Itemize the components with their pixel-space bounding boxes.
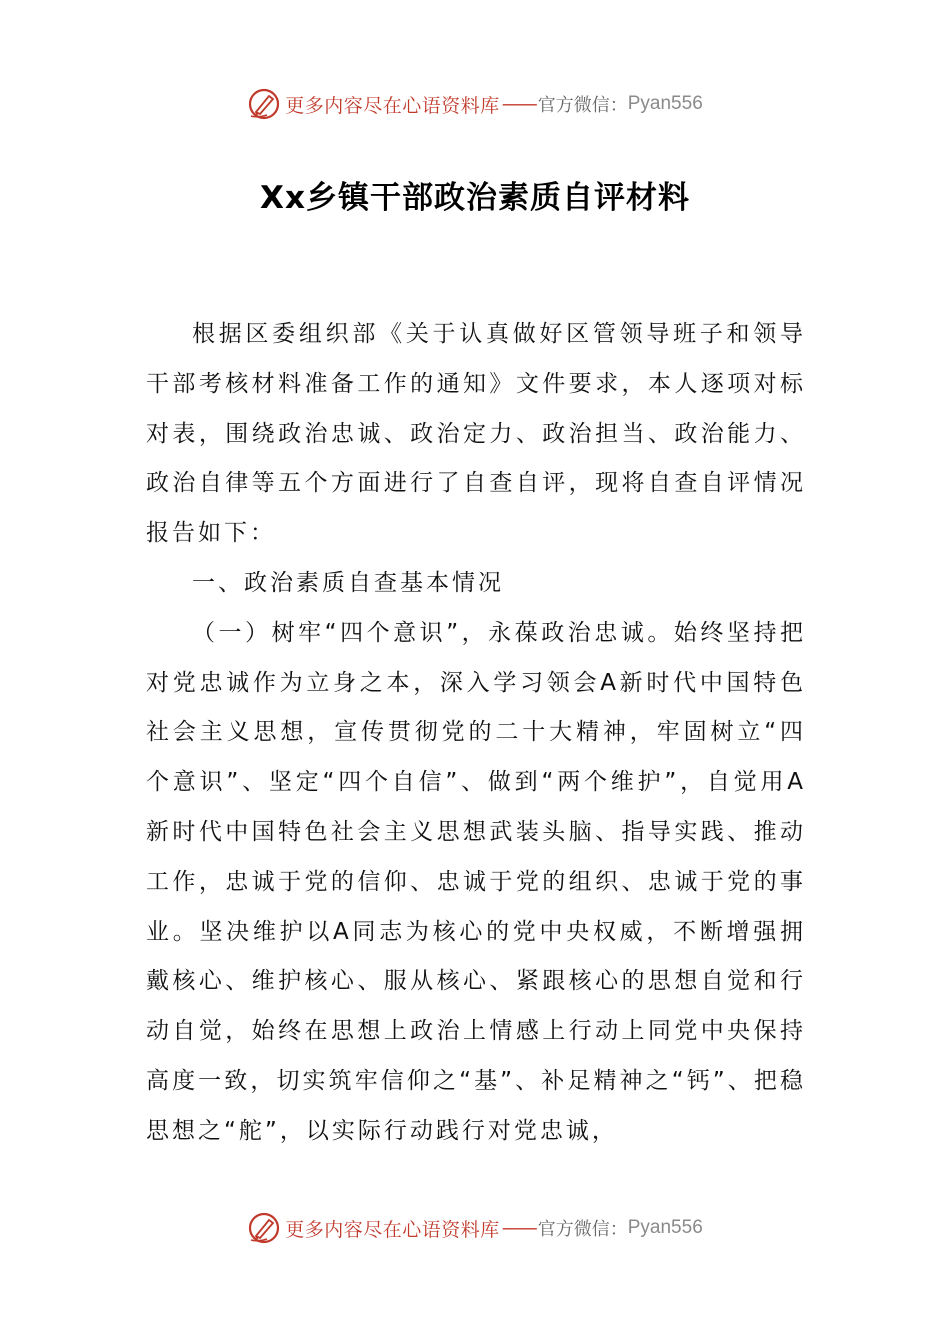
- paragraph-intro: 根据区委组织部《关于认真做好区管领导班子和领导干部考核材料准备工作的通知》文件要求，本人逐项对标对表，围绕政治忠诚、政治定力、政治担当、政治能力、政治自律等五个方面进行了自查自评，现将自查自评情况报告如下：: [146, 321, 806, 547]
- pen-logo-icon: [247, 1211, 281, 1245]
- watermark-wechat-label: 官方微信：: [537, 1219, 628, 1240]
- watermark-site-text: 更多内容尽在心语资料库: [285, 1218, 500, 1241]
- watermark-dash: ——: [501, 1217, 536, 1239]
- watermark-wechat-id: Pyan556: [627, 1217, 703, 1238]
- header-watermark: [0, 84, 950, 124]
- section-heading: 一、政治素质自查基本情况: [192, 569, 504, 596]
- footer-watermark: [0, 1208, 950, 1248]
- watermark-dash: ——: [501, 93, 536, 115]
- pen-logo-icon: [247, 87, 281, 121]
- watermark-wechat-id: Pyan556: [627, 93, 703, 114]
- document-body: [146, 310, 806, 1157]
- document-title: Xx乡镇干部政治素质自评材料: [260, 180, 690, 216]
- watermark-site-text: 更多内容尽在心语资料库: [285, 94, 500, 117]
- paragraph-section-1: （一）树牢“四个意识”，永葆政治忠诚。始终坚持把对党忠诚作为立身之本，深入学习领会A新时代中国特色社会主义思想，宣传贯彻党的二十大精神，牢固树立“四个意识”、坚定“四个自信”、做到“两个维护”，自觉用A新时代中国特色社会主义思想武装头脑、指导实践、推动工作，忠诚于党的信仰、忠诚于党的组织、忠诚于党的事业。坚决维护以A同志为核心的党中央权威，不断增强拥戴核心、维护核心、服从核心、紧跟核心的思想自觉和行动自觉，始终在思想上政治上情感上行动上同党中央保持高度一致，切实筑牢信仰之“基”、补足精神之“钙”、把稳思想之“舵”，以实际行动践行对党忠诚，: [146, 619, 806, 1144]
- watermark-wechat-label: 官方微信：: [537, 95, 628, 116]
